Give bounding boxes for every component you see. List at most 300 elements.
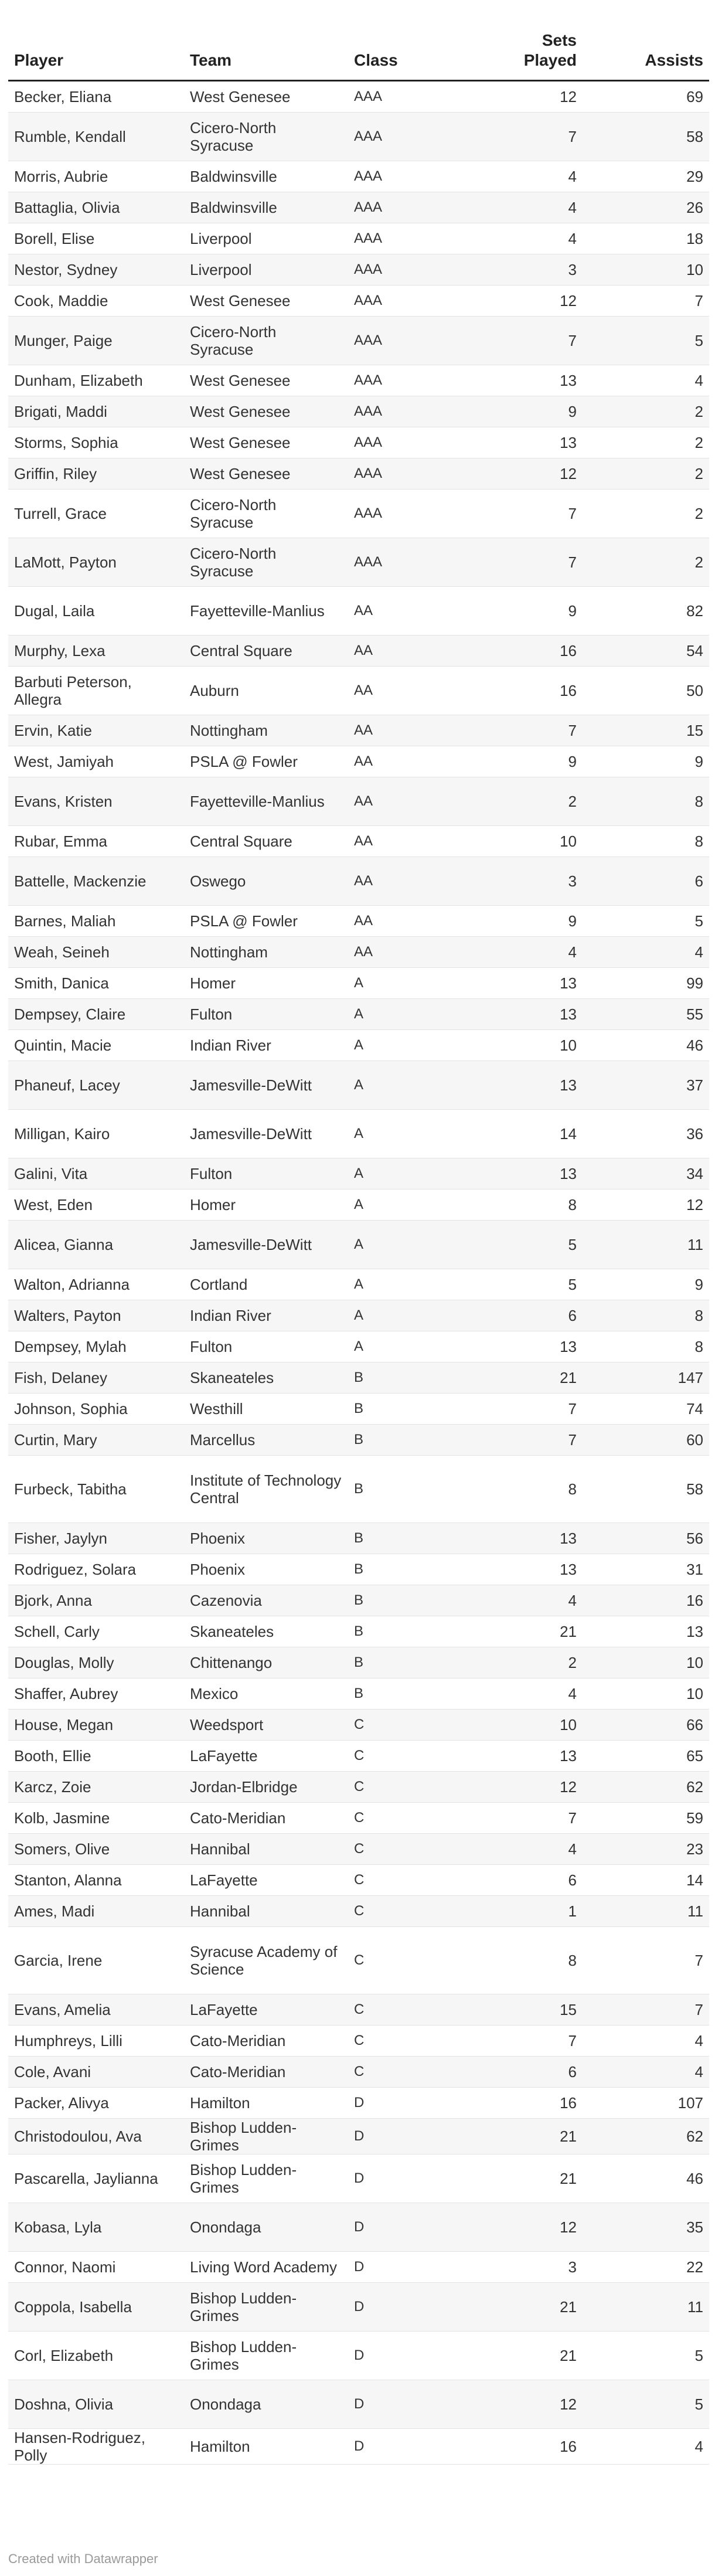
table-row: [8, 81, 709, 113]
class-cell: B: [348, 1362, 471, 1394]
player-cell: Humphreys, Lilli: [8, 2026, 184, 2057]
table-row: [8, 458, 709, 490]
sets-played-cell: 12: [471, 458, 583, 490]
assists-cell: 46: [583, 2154, 709, 2203]
class-cell: B: [348, 1425, 471, 1456]
class-cell: C: [348, 1896, 471, 1927]
table-row: [8, 1741, 709, 1772]
class-cell: B: [348, 1647, 471, 1678]
class-cell: A: [348, 968, 471, 999]
class-cell: AA: [348, 777, 471, 826]
player-cell: Kolb, Jasmine: [8, 1803, 184, 1834]
table-row: [8, 2429, 709, 2465]
table-row: [8, 1865, 709, 1896]
sets-played-cell: 2: [471, 1647, 583, 1678]
assists-cell: 10: [583, 1647, 709, 1678]
player-cell: Corl, Elizabeth: [8, 2332, 184, 2380]
player-cell: Hansen-Rodriguez, Polly: [8, 2429, 184, 2465]
class-cell: AAA: [348, 365, 471, 396]
class-cell: A: [348, 1158, 471, 1190]
class-cell: AA: [348, 667, 471, 715]
sets-played-cell: 10: [471, 1030, 583, 1061]
sets-played-cell: 13: [471, 1554, 583, 1585]
table-row: [8, 715, 709, 746]
team-cell: PSLA @ Fowler: [184, 906, 348, 937]
assists-cell: 5: [583, 2332, 709, 2380]
assists-cell: 55: [583, 999, 709, 1030]
assists-cell: 15: [583, 715, 709, 746]
table-row: [8, 937, 709, 968]
assists-cell: 14: [583, 1865, 709, 1896]
sets-played-cell: 13: [471, 999, 583, 1030]
player-cell: Barnes, Maliah: [8, 906, 184, 937]
class-cell: AAA: [348, 81, 471, 113]
table-row: [8, 192, 709, 223]
sets-played-cell: 5: [471, 1269, 583, 1300]
player-cell: LaMott, Payton: [8, 538, 184, 587]
class-cell: AAA: [348, 490, 471, 538]
table-row: [8, 1425, 709, 1456]
assists-table: [8, 0, 709, 2465]
assists-cell: 8: [583, 1331, 709, 1362]
player-cell: Somers, Olive: [8, 1834, 184, 1865]
sets-played-cell: 7: [471, 2026, 583, 2057]
table-container: [8, 0, 709, 2465]
team-cell: Jamesville-DeWitt: [184, 1061, 348, 1110]
team-cell: PSLA @ Fowler: [184, 746, 348, 777]
player-cell: Morris, Aubrie: [8, 161, 184, 192]
table-row: [8, 490, 709, 538]
assists-cell: 7: [583, 286, 709, 317]
assists-cell: 22: [583, 2252, 709, 2283]
table-row: [8, 1616, 709, 1647]
team-cell: Cazenovia: [184, 1585, 348, 1616]
sets-played-cell: 21: [471, 2332, 583, 2380]
table-row: [8, 746, 709, 777]
class-cell: D: [348, 2154, 471, 2203]
assists-cell: 69: [583, 81, 709, 113]
sets-played-cell: 8: [471, 1456, 583, 1523]
class-cell: C: [348, 2057, 471, 2088]
sets-played-cell: 3: [471, 857, 583, 906]
class-cell: A: [348, 1331, 471, 1362]
sets-played-cell: 7: [471, 113, 583, 161]
player-cell: Garcia, Irene: [8, 1927, 184, 1994]
assists-cell: 4: [583, 2026, 709, 2057]
table-row: [8, 1896, 709, 1927]
assists-cell: 58: [583, 113, 709, 161]
table-row: [8, 1190, 709, 1221]
sets-played-cell: 4: [471, 1678, 583, 1710]
assists-cell: 58: [583, 1456, 709, 1523]
class-cell: C: [348, 1994, 471, 2026]
team-cell: Hamilton: [184, 2088, 348, 2119]
team-cell: Living Word Academy: [184, 2252, 348, 2283]
player-cell: Rodriguez, Solara: [8, 1554, 184, 1585]
player-cell: Fisher, Jaylyn: [8, 1523, 184, 1554]
sets-played-cell: 2: [471, 777, 583, 826]
table-row: [8, 635, 709, 667]
sets-played-cell: 4: [471, 223, 583, 254]
table-row: [8, 1554, 709, 1585]
table-row: [8, 2119, 709, 2154]
class-cell: B: [348, 1554, 471, 1585]
assists-cell: 2: [583, 458, 709, 490]
sets-played-cell: 12: [471, 2203, 583, 2252]
team-cell: Skaneateles: [184, 1616, 348, 1647]
team-cell: LaFayette: [184, 1994, 348, 2026]
assists-cell: 13: [583, 1616, 709, 1647]
team-cell: Mexico: [184, 1678, 348, 1710]
class-cell: C: [348, 1803, 471, 1834]
team-cell: Weedsport: [184, 1710, 348, 1741]
sets-played-cell: 4: [471, 1585, 583, 1616]
sets-played-cell: 6: [471, 2057, 583, 2088]
team-cell: West Genesee: [184, 81, 348, 113]
column-header-team[interactable]: Team: [184, 0, 348, 81]
class-cell: AAA: [348, 458, 471, 490]
assists-cell: 59: [583, 1803, 709, 1834]
team-cell: West Genesee: [184, 396, 348, 427]
assists-cell: 11: [583, 2283, 709, 2332]
team-cell: Fulton: [184, 1331, 348, 1362]
player-cell: Barbuti Peterson, Allegra: [8, 667, 184, 715]
assists-cell: 2: [583, 396, 709, 427]
sets-played-cell: 7: [471, 1803, 583, 1834]
player-cell: Milligan, Kairo: [8, 1110, 184, 1158]
table-row: [8, 538, 709, 587]
player-cell: West, Eden: [8, 1190, 184, 1221]
column-header-assists[interactable]: Assists: [583, 0, 709, 81]
sets-played-cell: 13: [471, 968, 583, 999]
table-row: [8, 968, 709, 999]
player-cell: Cook, Maddie: [8, 286, 184, 317]
player-cell: Griffin, Riley: [8, 458, 184, 490]
column-header-player[interactable]: Player: [8, 0, 184, 81]
class-cell: AA: [348, 937, 471, 968]
datawrapper-credit: Created with Datawrapper: [8, 2551, 158, 2566]
table-row: [8, 396, 709, 427]
sets-played-cell: 6: [471, 1865, 583, 1896]
table-row: [8, 2252, 709, 2283]
assists-cell: 66: [583, 1710, 709, 1741]
team-cell: Onondaga: [184, 2203, 348, 2252]
player-cell: Curtin, Mary: [8, 1425, 184, 1456]
player-cell: Battelle, Mackenzie: [8, 857, 184, 906]
team-cell: Cicero-North Syracuse: [184, 113, 348, 161]
sets-played-cell: 3: [471, 2252, 583, 2283]
sets-played-cell: 9: [471, 587, 583, 635]
sets-played-cell: 4: [471, 161, 583, 192]
table-row: [8, 1772, 709, 1803]
player-cell: Connor, Naomi: [8, 2252, 184, 2283]
sets-played-cell: 7: [471, 317, 583, 365]
assists-cell: 74: [583, 1394, 709, 1425]
sets-played-cell: 7: [471, 1394, 583, 1425]
assists-cell: 6: [583, 857, 709, 906]
class-cell: D: [348, 2252, 471, 2283]
team-cell: Onondaga: [184, 2380, 348, 2429]
team-cell: Baldwinsville: [184, 161, 348, 192]
team-cell: Syracuse Academy of Science: [184, 1927, 348, 1994]
class-cell: AAA: [348, 192, 471, 223]
table-row: [8, 1678, 709, 1710]
assists-cell: 46: [583, 1030, 709, 1061]
player-cell: Bjork, Anna: [8, 1585, 184, 1616]
sets-played-cell: 21: [471, 2154, 583, 2203]
team-cell: Central Square: [184, 826, 348, 857]
header-row: [8, 0, 709, 81]
assists-cell: 4: [583, 365, 709, 396]
sets-played-cell: 12: [471, 286, 583, 317]
class-cell: C: [348, 1865, 471, 1896]
player-cell: Stanton, Alanna: [8, 1865, 184, 1896]
sets-played-cell: 13: [471, 1331, 583, 1362]
table-row: [8, 2154, 709, 2203]
sets-played-cell: 9: [471, 396, 583, 427]
player-cell: Phaneuf, Lacey: [8, 1061, 184, 1110]
assists-cell: 5: [583, 906, 709, 937]
class-cell: C: [348, 1772, 471, 1803]
class-cell: A: [348, 999, 471, 1030]
team-cell: Auburn: [184, 667, 348, 715]
class-cell: AAA: [348, 286, 471, 317]
assists-cell: 23: [583, 1834, 709, 1865]
class-cell: AA: [348, 746, 471, 777]
class-cell: B: [348, 1678, 471, 1710]
sets-played-cell: 21: [471, 1616, 583, 1647]
team-cell: Jamesville-DeWitt: [184, 1110, 348, 1158]
assists-cell: 8: [583, 1300, 709, 1331]
assists-cell: 2: [583, 427, 709, 458]
sets-played-cell: 13: [471, 1158, 583, 1190]
table-row: [8, 1834, 709, 1865]
team-cell: Skaneateles: [184, 1362, 348, 1394]
table-row: [8, 826, 709, 857]
table-row: [8, 857, 709, 906]
class-cell: D: [348, 2088, 471, 2119]
table-row: [8, 1158, 709, 1190]
team-cell: Chittenango: [184, 1647, 348, 1678]
sets-played-cell: 12: [471, 1772, 583, 1803]
player-cell: Rumble, Kendall: [8, 113, 184, 161]
table-row: [8, 906, 709, 937]
sets-played-cell: 13: [471, 427, 583, 458]
class-cell: C: [348, 1741, 471, 1772]
sets-played-cell: 12: [471, 81, 583, 113]
team-cell: Jordan-Elbridge: [184, 1772, 348, 1803]
sets-played-cell: 5: [471, 1221, 583, 1269]
assists-cell: 62: [583, 1772, 709, 1803]
sets-played-cell: 16: [471, 667, 583, 715]
player-cell: Coppola, Isabella: [8, 2283, 184, 2332]
team-cell: Fayetteville-Manlius: [184, 777, 348, 826]
table-row: [8, 113, 709, 161]
class-cell: AA: [348, 906, 471, 937]
player-cell: Fish, Delaney: [8, 1362, 184, 1394]
assists-cell: 18: [583, 223, 709, 254]
table-row: [8, 1362, 709, 1394]
assists-cell: 9: [583, 746, 709, 777]
table-row: [8, 1647, 709, 1678]
team-cell: Fulton: [184, 1158, 348, 1190]
assists-cell: 99: [583, 968, 709, 999]
assists-cell: 7: [583, 1927, 709, 1994]
player-cell: Evans, Kristen: [8, 777, 184, 826]
table-row: [8, 365, 709, 396]
team-cell: Fayetteville-Manlius: [184, 587, 348, 635]
sets-played-label: Sets Played: [523, 31, 577, 69]
player-cell: Johnson, Sophia: [8, 1394, 184, 1425]
table-row: [8, 777, 709, 826]
sets-played-cell: 8: [471, 1927, 583, 1994]
player-cell: Booth, Ellie: [8, 1741, 184, 1772]
table-row: [8, 1710, 709, 1741]
sets-played-cell: 7: [471, 490, 583, 538]
player-cell: Becker, Eliana: [8, 81, 184, 113]
assists-cell: 36: [583, 1110, 709, 1158]
sets-played-cell: 13: [471, 365, 583, 396]
team-cell: LaFayette: [184, 1865, 348, 1896]
player-cell: Galini, Vita: [8, 1158, 184, 1190]
player-cell: Nestor, Sydney: [8, 254, 184, 286]
player-cell: Dunham, Elizabeth: [8, 365, 184, 396]
column-header-sets-played[interactable]: [471, 0, 583, 81]
player-cell: Rubar, Emma: [8, 826, 184, 857]
table-row: [8, 1523, 709, 1554]
class-cell: AA: [348, 857, 471, 906]
class-cell: D: [348, 2332, 471, 2380]
assists-cell: 8: [583, 826, 709, 857]
table-row: [8, 1456, 709, 1523]
team-cell: Phoenix: [184, 1554, 348, 1585]
column-header-class[interactable]: Class: [348, 0, 471, 81]
assists-cell: 5: [583, 317, 709, 365]
team-cell: Bishop Ludden-Grimes: [184, 2119, 348, 2154]
team-cell: Central Square: [184, 635, 348, 667]
assists-cell: 31: [583, 1554, 709, 1585]
table-row: [8, 2283, 709, 2332]
sets-played-cell: 14: [471, 1110, 583, 1158]
class-cell: B: [348, 1616, 471, 1647]
class-cell: B: [348, 1523, 471, 1554]
assists-cell: 62: [583, 2119, 709, 2154]
class-cell: C: [348, 2026, 471, 2057]
class-cell: D: [348, 2429, 471, 2465]
team-cell: Liverpool: [184, 254, 348, 286]
player-cell: Doshna, Olivia: [8, 2380, 184, 2429]
sets-played-cell: 21: [471, 1362, 583, 1394]
team-cell: Cicero-North Syracuse: [184, 538, 348, 587]
sets-played-cell: 9: [471, 906, 583, 937]
player-cell: Ames, Madi: [8, 1896, 184, 1927]
assists-cell: 7: [583, 1994, 709, 2026]
assists-cell: 9: [583, 1269, 709, 1300]
table-row: [8, 2026, 709, 2057]
assists-cell: 65: [583, 1741, 709, 1772]
assists-cell: 107: [583, 2088, 709, 2119]
sets-played-cell: 16: [471, 2088, 583, 2119]
class-cell: B: [348, 1456, 471, 1523]
team-cell: LaFayette: [184, 1741, 348, 1772]
sets-played-cell: 8: [471, 1190, 583, 1221]
team-cell: Hamilton: [184, 2429, 348, 2465]
assists-cell: 11: [583, 1221, 709, 1269]
player-cell: Walton, Adrianna: [8, 1269, 184, 1300]
sets-played-cell: 7: [471, 1425, 583, 1456]
assists-cell: 35: [583, 2203, 709, 2252]
class-cell: AA: [348, 587, 471, 635]
team-cell: Cortland: [184, 1269, 348, 1300]
team-cell: Indian River: [184, 1030, 348, 1061]
class-cell: AAA: [348, 427, 471, 458]
class-cell: AA: [348, 635, 471, 667]
class-cell: A: [348, 1030, 471, 1061]
class-cell: D: [348, 2380, 471, 2429]
table-row: [8, 2203, 709, 2252]
sets-played-cell: 21: [471, 2283, 583, 2332]
assists-cell: 26: [583, 192, 709, 223]
player-cell: Packer, Alivya: [8, 2088, 184, 2119]
team-cell: Baldwinsville: [184, 192, 348, 223]
team-cell: Liverpool: [184, 223, 348, 254]
player-cell: Douglas, Molly: [8, 1647, 184, 1678]
table-row: [8, 223, 709, 254]
class-cell: D: [348, 2119, 471, 2154]
player-cell: West, Jamiyah: [8, 746, 184, 777]
table-row: [8, 1994, 709, 2026]
table-row: [8, 427, 709, 458]
sets-played-cell: 12: [471, 2380, 583, 2429]
class-cell: C: [348, 1927, 471, 1994]
table-row: [8, 1803, 709, 1834]
table-row: [8, 286, 709, 317]
class-cell: A: [348, 1300, 471, 1331]
assists-cell: 16: [583, 1585, 709, 1616]
team-cell: Homer: [184, 968, 348, 999]
table-row: [8, 999, 709, 1030]
sets-played-cell: 9: [471, 746, 583, 777]
assists-cell: 2: [583, 538, 709, 587]
assists-cell: 12: [583, 1190, 709, 1221]
player-cell: Borell, Elise: [8, 223, 184, 254]
sets-played-cell: 21: [471, 2119, 583, 2154]
assists-cell: 54: [583, 635, 709, 667]
class-cell: C: [348, 1834, 471, 1865]
class-cell: AAA: [348, 161, 471, 192]
sets-played-cell: 3: [471, 254, 583, 286]
team-cell: Westhill: [184, 1394, 348, 1425]
sets-played-cell: 13: [471, 1061, 583, 1110]
table-row: [8, 1585, 709, 1616]
player-cell: Dempsey, Mylah: [8, 1331, 184, 1362]
player-cell: House, Megan: [8, 1710, 184, 1741]
player-cell: Brigati, Maddi: [8, 396, 184, 427]
team-cell: Oswego: [184, 857, 348, 906]
table-row: [8, 161, 709, 192]
table-row: [8, 1030, 709, 1061]
table-row: [8, 317, 709, 365]
team-cell: Institute of Technology Central: [184, 1456, 348, 1523]
player-cell: Turrell, Grace: [8, 490, 184, 538]
table-row: [8, 587, 709, 635]
class-cell: AAA: [348, 254, 471, 286]
assists-cell: 5: [583, 2380, 709, 2429]
assists-cell: 56: [583, 1523, 709, 1554]
player-cell: Shaffer, Aubrey: [8, 1678, 184, 1710]
sets-played-cell: 4: [471, 192, 583, 223]
team-cell: Hannibal: [184, 1896, 348, 1927]
